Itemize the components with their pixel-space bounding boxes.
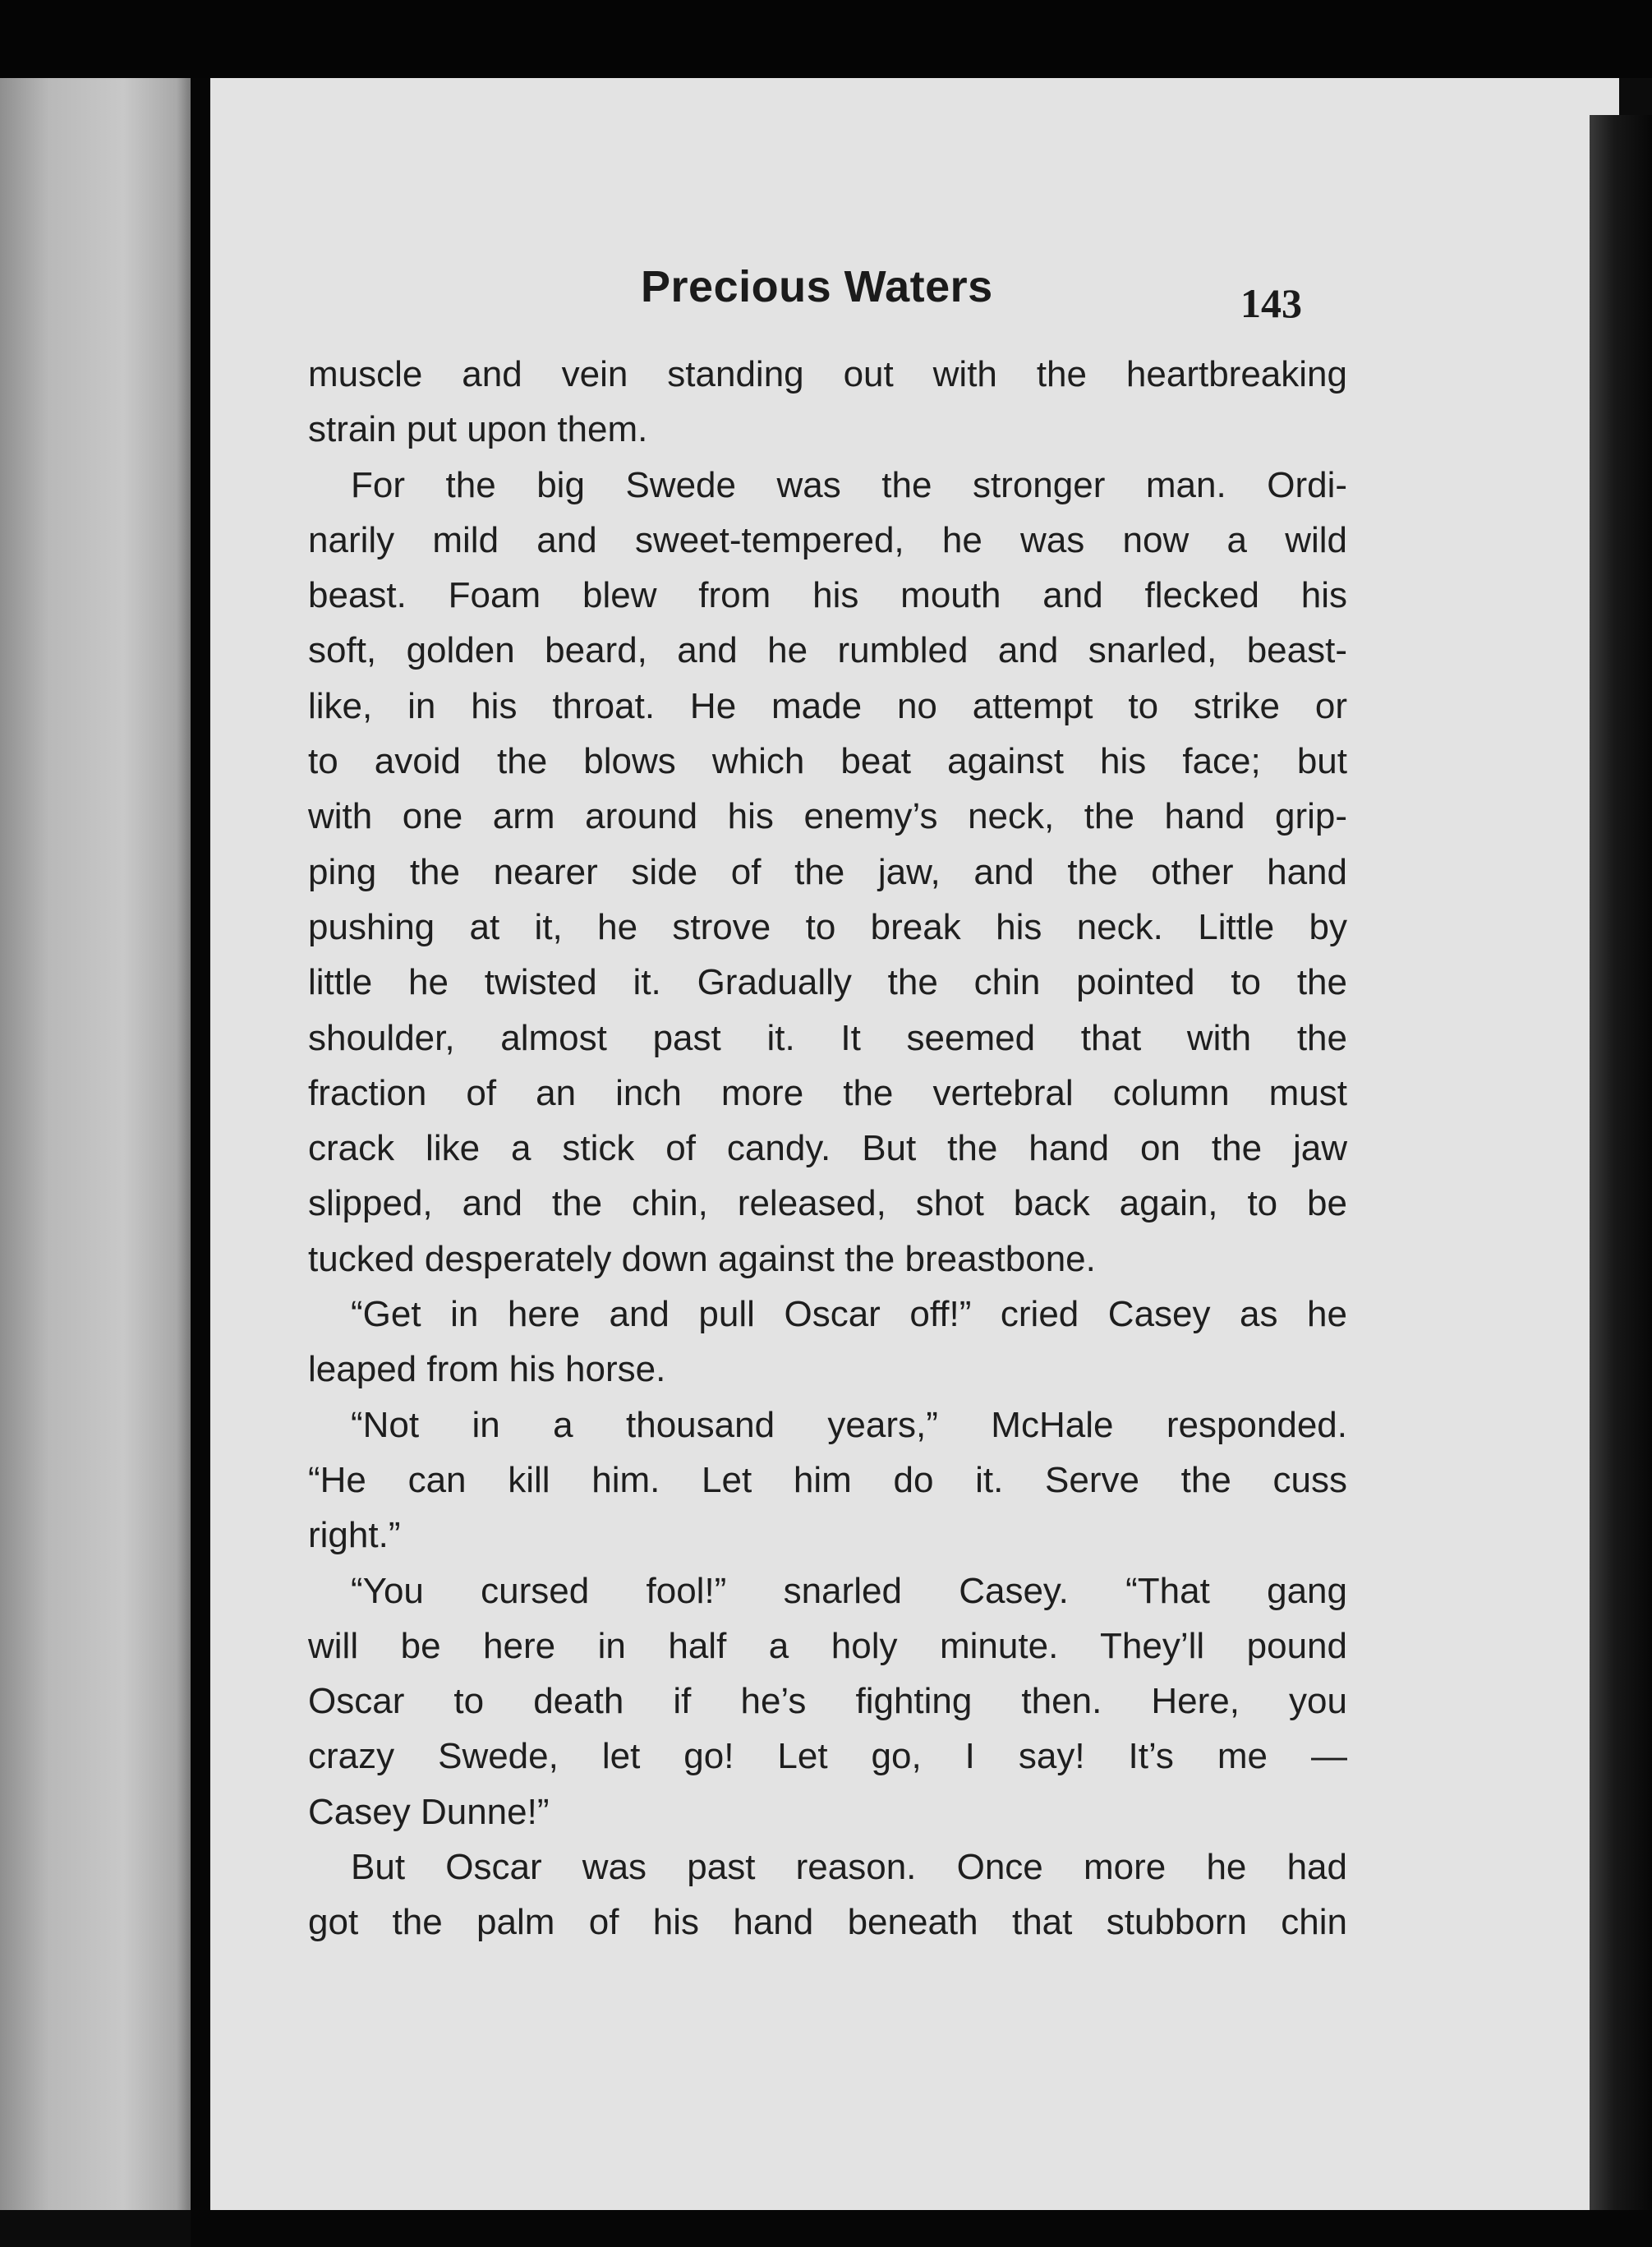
text-line: beast. Foam blew from his mouth and flecked his (308, 575, 1347, 616)
text-line: muscle and vein standing out with the heartbreaking (308, 354, 1347, 394)
text-line: “You cursed fool!” snarled Casey. “That gang (351, 1570, 1347, 1611)
text-line: like, in his throat. He made no attempt to strike or (308, 685, 1347, 726)
text-line: got the palm of his hand beneath that stubborn chin (308, 1902, 1347, 1943)
text-line: “He can kill him. Let him do it. Serve the cuss (308, 1459, 1347, 1500)
text-line: slipped, and the chin, released, shot back again, to be (308, 1183, 1347, 1224)
text-line: crazy Swede, let go! Let go, I say! It’s me — (308, 1736, 1347, 1777)
text-line: leaped from his horse. (308, 1349, 666, 1390)
text-line: pushing at it, he strove to break his neck. Little by (308, 906, 1347, 947)
running-title: Precious Waters (641, 262, 993, 311)
text-line: ping the nearer side of the jaw, and the other hand (308, 851, 1347, 892)
scan-top-border (0, 0, 1652, 78)
text-line: crack like a stick of candy. But the hand on the jaw (308, 1128, 1347, 1169)
text-line: strain put upon them. (308, 409, 648, 450)
page-number: 143 (1240, 280, 1302, 326)
facing-page-edge (0, 78, 191, 2210)
text-line: For the big Swede was the stronger man. Ordi- (351, 464, 1347, 505)
text-line: Oscar to death if he’s fighting then. Here, you (308, 1681, 1347, 1722)
text-line: to avoid the blows which beat against his face; but (308, 741, 1347, 782)
text-line: with one arm around his enemy’s neck, the hand grip- (308, 796, 1347, 837)
body-text (308, 347, 1347, 1950)
scan-bottom-border (191, 2210, 1652, 2247)
text-line: shoulder, almost past it. It seemed that with the (308, 1017, 1347, 1058)
text-line: soft, golden beard, and he rumbled and snarled, beast- (308, 630, 1347, 671)
gutter-shadow (191, 78, 210, 2210)
text-line: fraction of an inch more the vertebral column must (308, 1072, 1347, 1113)
text-line: “Get in here and pull Oscar off!” cried Casey as he (351, 1294, 1347, 1335)
scan-right-border (1590, 115, 1652, 2210)
text-line: little he twisted it. Gradually the chin pointed to the (308, 962, 1347, 1003)
text-line: right.” (308, 1515, 401, 1556)
text-line: will be here in half a holy minute. They’ll pound (308, 1625, 1347, 1666)
text-line: tucked desperately down against the breastbone. (308, 1238, 1096, 1279)
text-line: narily mild and sweet-tempered, he was now a wild (308, 519, 1347, 560)
text-line: “Not in a thousand years,” McHale responded. (351, 1404, 1347, 1445)
text-line: But Oscar was past reason. Once more he had (351, 1847, 1347, 1888)
text-line: Casey Dunne!” (308, 1791, 550, 1832)
